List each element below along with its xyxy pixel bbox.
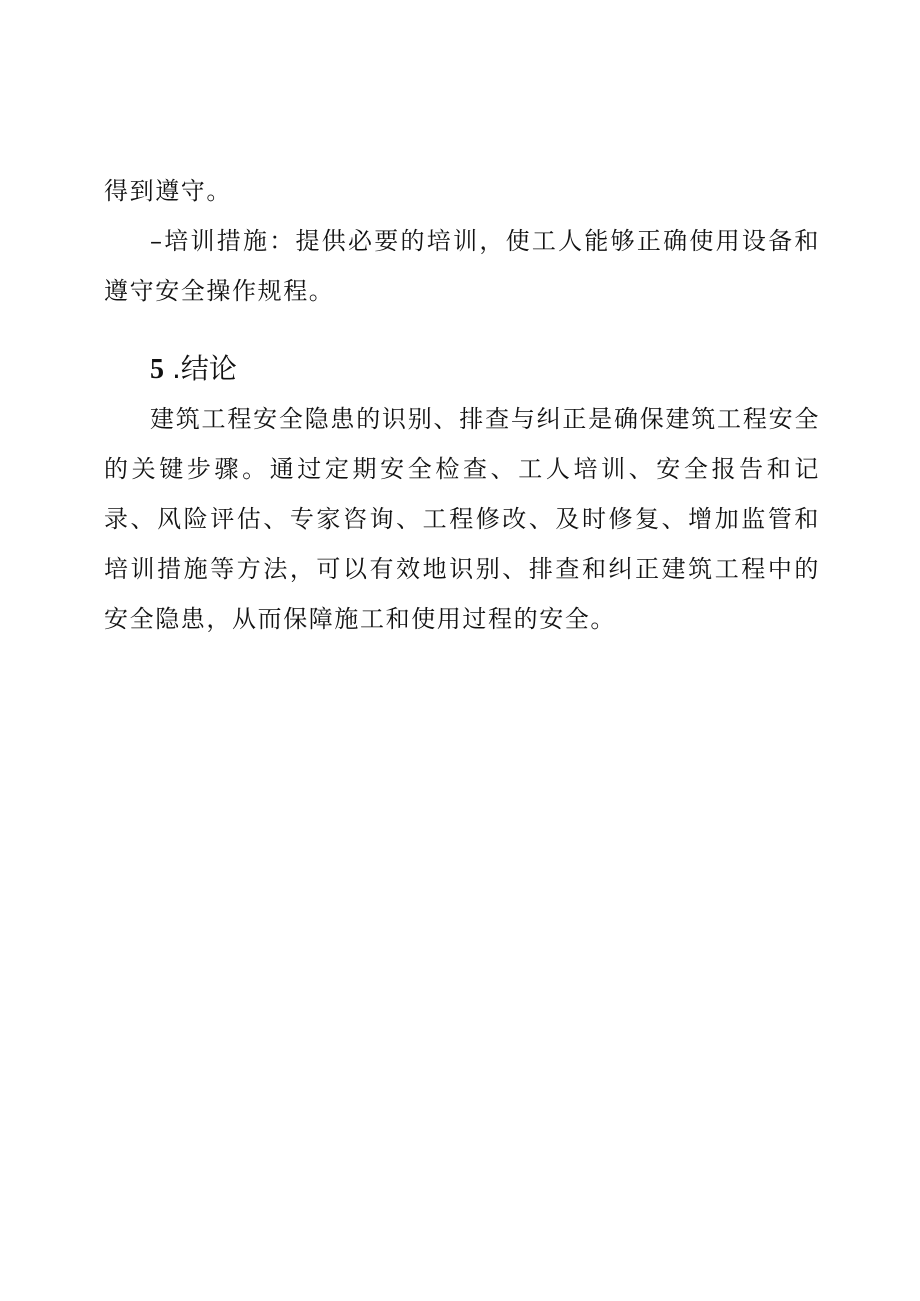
paragraph-conclusion: 建筑工程安全隐患的识别、排查与纠正是确保建筑工程安全的关键步骤。通过定期安全检查、工人培训、安全报告和记录、风险评估、专家咨询、工程修改、及时修复、增加监管和培训措施等方法，可以有效地识别、排查和纠正建筑工程中的安全隐患，从而保障施工和使用过程的安全。	[104, 405, 820, 633]
paragraph-continuation: 得到遵守。	[104, 177, 232, 205]
paragraph-training-measures: –培训措施：提供必要的培训，使工人能够正确使用设备和遵守安全操作规程。	[104, 227, 820, 305]
section-heading	[150, 344, 237, 395]
section-title: .结论	[172, 352, 237, 385]
section-number: 5	[150, 354, 164, 385]
